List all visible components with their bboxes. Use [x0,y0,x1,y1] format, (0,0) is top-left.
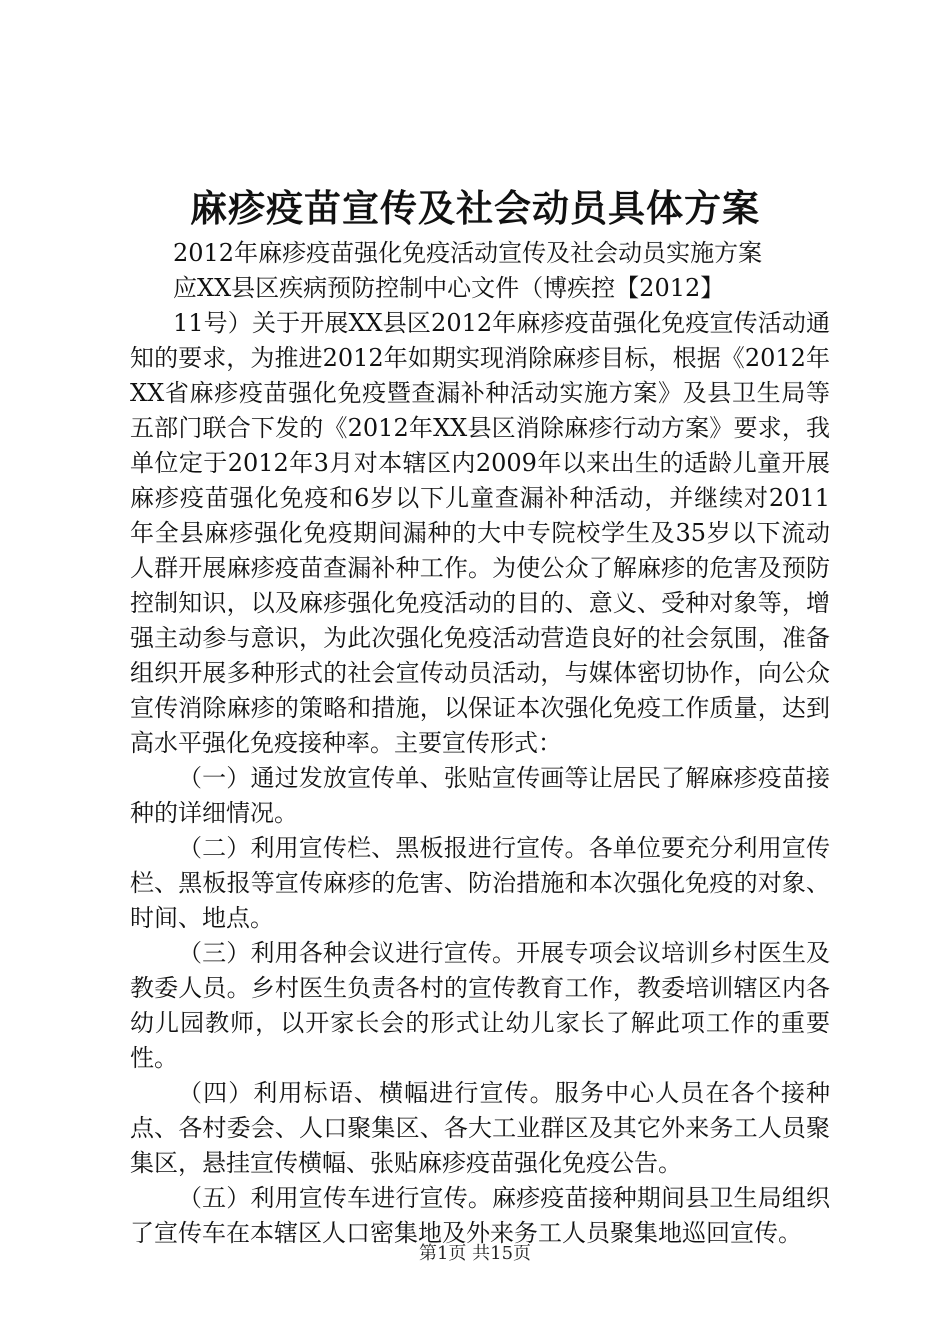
list-item-2: （二）利用宣传栏、黑板报进行宣传。各单位要充分利用宣传栏、黑板报等宣传麻疹的危害、防治措施和本次强化免疫的对象、时间、地点。 [130,834,830,932]
intro-lead-paragraph: 应XX县区疾病预防控制中心文件（博疾控【2012】 [173,274,725,302]
document-title: 麻疹疫苗宣传及社会动员具体方案 [190,186,760,230]
list-item-5: （五）利用宣传车进行宣传。麻疹疫苗接种期间县卫生局组织了宣传车在本辖区人口密集地及外来务工人员聚集地巡回宣传。 [130,1184,830,1247]
page-footer: 第1页 共15页 [418,1243,532,1264]
intro-body-paragraph: 11号）关于开展XX县区2012年麻疹疫苗强化免疫宣传活动通知的要求，为推进2012年如期实现消除麻疹目标，根据《2012年XX省麻疹疫苗强化免疫暨查漏补种活动实施方案》及县卫生局等五部门联合下发的《2012年XX县区消除麻疹行动方案》要求，我单位定于2012年3月对本辖区内2009年以来出生的适龄儿童开展麻疹疫苗强化免疫和6岁以下儿童查漏补种活动，并继续对2011年全县麻疹强化免疫期间漏种的大中专院校学生及35岁以下流动人群开展麻疹疫苗查漏补种工作。为使公众了解麻疹的危害及预防控制知识，以及麻疹强化免疫活动的目的、意义、受种对象等，增强主动参与意识，为此次强化免疫活动营造良好的社会氛围，准备组织开展多种形式的社会宣传动员活动，与媒体密切协作，向公众宣传消除麻疹的策略和措施，以保证本次强化免疫工作质量，达到高水平强化免疫接种率。主要宣传形式： [130,309,830,757]
document-subtitle: 2012年麻疹疫苗强化免疫活动宣传及社会动员实施方案 [173,239,763,267]
list-item-3: （三）利用各种会议进行宣传。开展专项会议培训乡村医生及教委人员。乡村医生负责各村的宣传教育工作，教委培训辖区内各幼儿园教师，以开家长会的形式让幼儿家长了解此项工作的重要性。 [130,939,830,1072]
list-item-4: （四）利用标语、横幅进行宣传。服务中心人员在各个接种点、各村委会、人口聚集区、各大工业群区及其它外来务工人员聚集区，悬挂宣传横幅、张贴麻疹疫苗强化免疫公告。 [130,1079,830,1177]
document-body [130,236,830,1251]
list-item-1: （一）通过发放宣传单、张贴宣传画等让居民了解麻疹疫苗接种的详细情况。 [130,764,830,827]
